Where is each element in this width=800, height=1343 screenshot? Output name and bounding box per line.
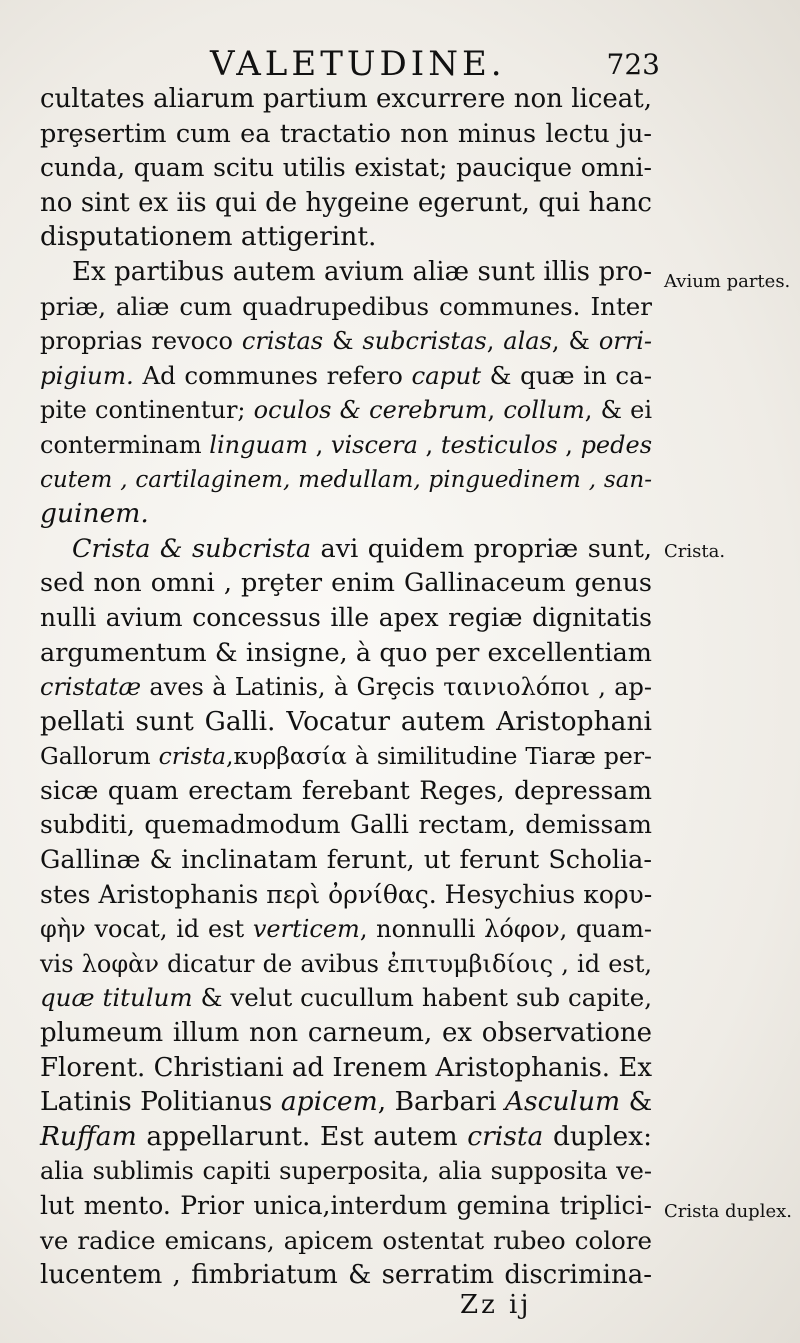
text-run: duplex: [543,1120,652,1152]
text-run: proprias revoco [40,327,242,356]
text-run: , ap- [589,673,653,702]
italic-term: orri- [598,327,652,356]
text-line: argumentum & insigne, à quo per excellentiam [40,637,652,668]
text-line: alia sublimis capiti superposita, alia supposita ve- [40,1157,652,1186]
signature-mark: Zz ij [460,1290,532,1320]
italic-term: alas [503,327,552,356]
text-run: , [486,327,504,356]
text-line: Ex partibus autem avium aliæ sunt illis pro- [72,256,652,287]
text-line: sed non omni , prȩter enim Gallinaceum genus [40,568,652,599]
text-run: Ad communes refero [133,360,412,390]
italic-term: collum [503,396,585,425]
text-line [40,497,652,532]
italic-term: Asculum [504,1086,621,1118]
margin-note-crista: Crista. [664,541,726,562]
text-line [40,912,652,947]
italic-term: crista [158,742,227,771]
text-run: appellarunt. Est autem [136,1120,468,1152]
page-title: VALETUDINE. [210,44,506,84]
italic-term: quæ titulum [40,983,193,1013]
text-line [40,428,652,463]
italic-term: testiculos [440,430,558,459]
text-run: ,κυρβασία à similitudine Tiaræ per- [226,742,652,771]
italic-term: linguam [209,430,308,459]
page-number: 723 [606,48,660,81]
text-line [40,393,652,428]
margin-note-crista-duplex: Crista duplex. [664,1201,792,1222]
italic-term: Crista & subcrista [72,533,312,564]
italic-term: viscera [330,430,418,459]
italic-term: oculos & cerebrum [253,396,488,425]
text-line: lucentem , fimbriatum & serratim discrimina- [40,1260,652,1291]
text-run: , nonnulli λόφον, quam- [359,915,652,944]
text-run: , [487,396,504,425]
text-line: cunda, quam scitu utilis existat; paucique omni- [40,153,652,183]
text-line: no sint ex iis qui de hygeine egerunt, qui hanc [40,187,652,218]
text-line [40,324,652,359]
text-run: φὴν vocat, id est [40,915,253,944]
text-line: sicæ quam erectam ferebant Reges, depressam [40,775,652,805]
text-run: , Barbari [377,1086,505,1118]
text-run: , [307,430,331,459]
italic-term: cristas [241,327,324,356]
text-run: & [323,327,363,356]
greek-term: ταινιολόποι [443,673,590,702]
italic-term: crista [467,1120,544,1152]
text-line [40,359,652,394]
italic-term: subcristas [362,327,487,356]
italic-term: pedes [580,430,653,459]
italic-term: cutem , cartilaginem, medullam, pinguedinem , san- [40,466,652,493]
text-line [40,670,652,705]
text-run: & velut cucullum habent sub capite, [192,983,652,1013]
text-line: plumeum illum non carneum, ex observatione [40,1018,652,1049]
text-run: & quæ in ca- [481,360,652,390]
text-line [40,1120,652,1155]
text-line: disputationem attigerint. [40,221,377,253]
text-line: subditi, quemadmodum Galli rectam, demissam [40,810,652,840]
italic-term: pigium. [40,360,134,390]
text-line: vis λοφὰν dicatur de avibus ἐπιτυμβιδίοις , id est, [40,949,652,978]
text-line: pellati sunt Galli. Vocatur autem Aristophani [40,705,652,737]
italic-term: caput [411,360,482,390]
italic-term: cristatæ [40,673,142,702]
text-run: Latinis Politianus [40,1086,281,1118]
margin-note-avium-partes: Avium partes. [664,271,791,292]
text-run: aves à Latinis, à Grȩcis [141,673,444,702]
text-line: ve radice emicans, apicem ostentat rubeo colore [40,1225,652,1255]
text-line: nulli avium concessus ille apex regiæ dignitatis [40,602,652,632]
body-text [40,82,652,1293]
italic-term: apicem [280,1086,378,1118]
text-line: priæ, aliæ cum quadrupedibus communes. Inter [40,291,652,321]
text-line: Florent. Christiani ad Irenem Aristophanis. Ex [40,1052,652,1083]
text-line: cultates aliarum partium excurrere non liceat, [40,84,652,114]
italic-term: Ruffam [40,1120,137,1152]
text-line: Gallinæ & inclinatam ferunt, ut ferunt Scholia- [40,845,652,876]
text-run: pite continentur; [40,396,254,425]
text-run: & [620,1086,653,1118]
text-line [40,739,652,774]
text-run: Gallorum [40,742,159,771]
text-line [40,532,652,567]
italic-term: guinem. [40,498,149,530]
text-run: , & [551,327,599,356]
text-line: lut mento. Prior unica,interdum gemina triplici- [40,1191,652,1220]
text-run: , & ei [584,396,652,425]
text-line [40,463,652,498]
text-run: conterminam [40,430,210,459]
text-run: , [557,430,581,459]
text-run: , [417,430,441,459]
text-run: avi quidem propriæ sunt, [311,533,652,564]
text-line: stes Aristophanis περὶ ὀρνίθας. Hesychius κορυ- [40,879,653,909]
text-line [40,1085,652,1120]
italic-term: verticem [252,915,360,944]
text-line: prȩsertim cum ea tractatio non minus lectu ju- [40,118,652,149]
text-line [40,981,652,1016]
